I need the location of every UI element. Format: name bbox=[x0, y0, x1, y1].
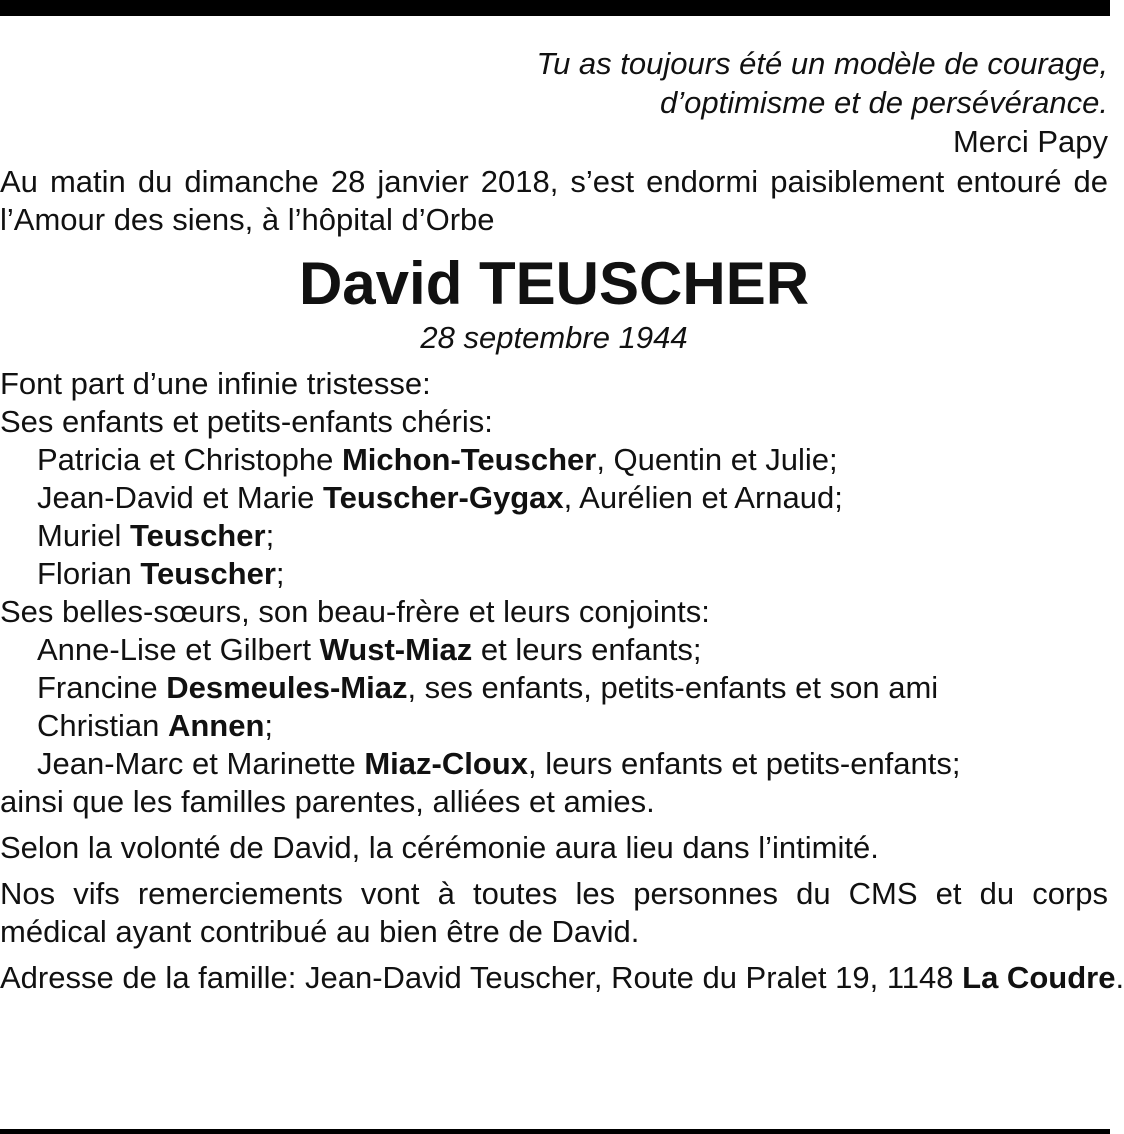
line-rest: , Quentin et Julie; bbox=[596, 442, 838, 477]
given-names: Florian bbox=[37, 556, 141, 591]
child-line bbox=[0, 441, 1108, 479]
deceased-name: David TEUSCHER bbox=[298, 250, 810, 317]
epigraph-signature: Merci Papy bbox=[952, 124, 1108, 159]
line-rest: , leurs enfants et petits-enfants; bbox=[527, 746, 961, 781]
given-names: Christian bbox=[37, 708, 168, 743]
line-rest: et leurs enfants; bbox=[472, 632, 702, 667]
line-rest: , Aurélien et Arnaud; bbox=[563, 480, 843, 515]
child-line bbox=[0, 555, 1108, 593]
surname: Teuscher-Gygax bbox=[323, 480, 564, 515]
top-rule bbox=[0, 0, 1110, 16]
given-names: Jean-David et Marie bbox=[37, 480, 324, 515]
child-line bbox=[0, 517, 1108, 555]
thanks-paragraph: Nos vifs remerciements vont à toutes les personnes du CMS et du corps médical ayant contribué au bien être de David. bbox=[0, 876, 1108, 949]
line-rest: ; bbox=[265, 518, 275, 553]
inlaw-line bbox=[0, 745, 1108, 783]
surname: Desmeules-Miaz bbox=[166, 670, 408, 705]
family-heading: Font part d’une infinie tristesse: bbox=[0, 366, 431, 401]
inlaw-line bbox=[0, 707, 1108, 745]
children-heading: Ses enfants et petits-enfants chéris: bbox=[0, 404, 493, 439]
ceremony-notice: Selon la volonté de David, la cérémonie aura lieu dans l’intimité. bbox=[0, 830, 879, 865]
address-text: Adresse de la famille: Jean-David Teuscher, Route du Pralet 19, 1148 bbox=[0, 960, 963, 995]
child-line bbox=[0, 479, 1108, 517]
inlaw-line bbox=[0, 631, 1108, 669]
surname: Teuscher bbox=[130, 518, 266, 553]
family-closing: ainsi que les familles parentes, alliées et amies. bbox=[0, 784, 655, 819]
line-rest: ; bbox=[275, 556, 285, 591]
surname: Miaz-Cloux bbox=[364, 746, 528, 781]
epigraph bbox=[0, 44, 1108, 161]
surname: Teuscher bbox=[140, 556, 276, 591]
given-names: Patricia et Christophe bbox=[37, 442, 342, 477]
epigraph-line-2: d’optimisme et de persévérance. bbox=[659, 85, 1108, 120]
birth-date: 28 septembre 1944 bbox=[420, 320, 688, 355]
bottom-rule bbox=[0, 1129, 1110, 1134]
line-rest: ; bbox=[264, 708, 273, 743]
family-address bbox=[0, 959, 1124, 997]
given-names: Anne-Lise et Gilbert bbox=[37, 632, 320, 667]
surname: Annen bbox=[167, 708, 265, 743]
given-names: Jean-Marc et Marinette bbox=[37, 746, 365, 781]
line-rest: , ses enfants, petits-enfants et son ami bbox=[407, 670, 939, 705]
address-suffix: . bbox=[1115, 960, 1124, 995]
inlaw-line bbox=[0, 669, 1108, 707]
obituary-notice bbox=[0, 44, 1124, 997]
address-town: La Coudre bbox=[962, 960, 1116, 995]
inlaws-heading: Ses belles-sœurs, son beau-frère et leurs conjoints: bbox=[0, 594, 710, 629]
epigraph-line-1: Tu as toujours été un modèle de courage, bbox=[536, 46, 1108, 81]
given-names: Muriel bbox=[37, 518, 131, 553]
surname: Wust-Miaz bbox=[319, 632, 473, 667]
intro-paragraph: Au matin du dimanche 28 janvier 2018, s’est endormi paisiblement entouré de l’Amour des siens, à l’hôpital d’Orbe bbox=[0, 164, 1108, 237]
given-names: Francine bbox=[37, 670, 167, 705]
surname: Michon-Teuscher bbox=[341, 442, 597, 477]
